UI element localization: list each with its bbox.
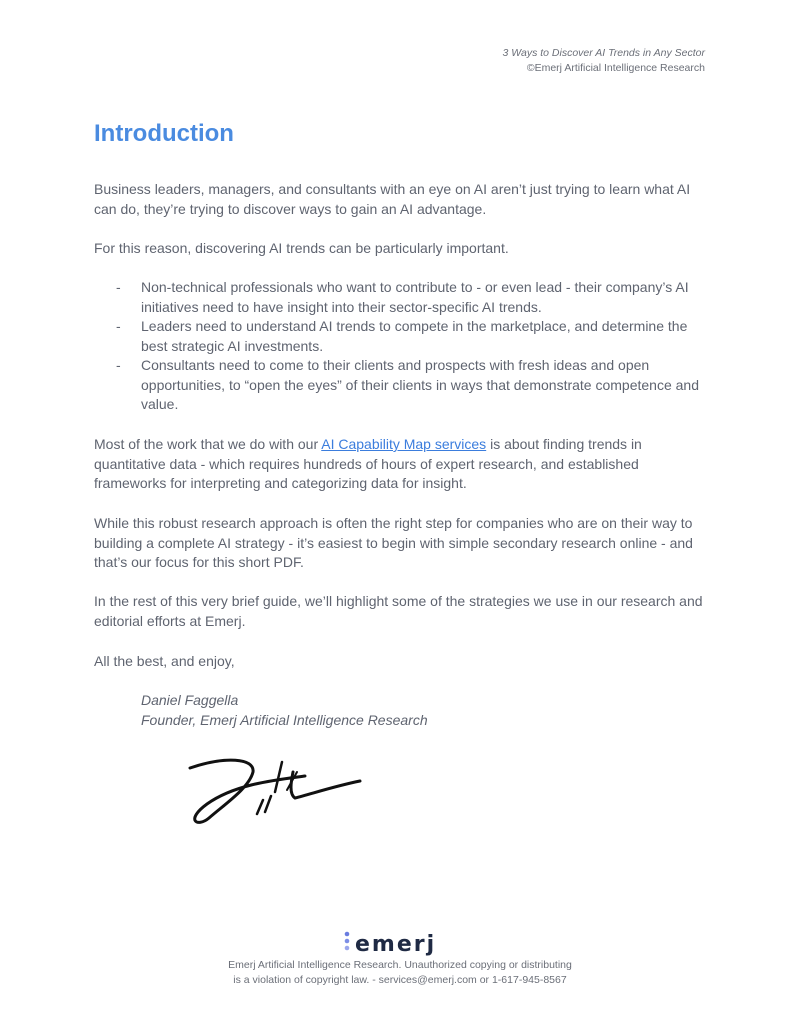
section-heading: Introduction (94, 120, 234, 147)
list-bullet: - (116, 318, 121, 334)
page-footer (0, 958, 800, 988)
reason-paragraph: For this reason, discovering AI trends can be particularly important. (94, 240, 509, 256)
signoff-role: Founder, Emerj Artificial Intelligence Research (141, 712, 428, 728)
list-item (94, 317, 708, 356)
ai-capability-map-link[interactable]: AI Capability Map services (321, 436, 487, 452)
list-bullet: - (116, 279, 121, 295)
logo-dot-icon (345, 946, 350, 951)
footer-line-2: is a violation of copyright law. - services@emerj.com or 1-617-945-8567 (233, 974, 567, 986)
handwritten-signature (185, 748, 370, 828)
closing-line: All the best, and enjoy, (94, 653, 235, 669)
research-text-after: is about finding trends in quantitative data - which requires hundreds of hours of expert research, and established frameworks for interpreting and categorizing data for insight. (94, 436, 642, 491)
signoff-name: Daniel Faggella (141, 692, 239, 708)
guide-paragraph: In the rest of this very brief guide, we’ll highlight some of the strategies we use in our research and editorial efforts at Emerj. (94, 593, 703, 629)
list-item (94, 278, 708, 317)
emerj-logo (342, 930, 460, 956)
list-item-text: Non-technical professionals who want to contribute to - or even lead - their company’s AI initiatives need to have insight into their sector-specific AI trends. (141, 279, 689, 315)
list-item-text: Leaders need to understand AI trends to compete in the marketplace, and determine the best strategic AI investments. (141, 318, 688, 354)
logo-dot-icon (345, 939, 350, 944)
header-doc-title: 3 Ways to Discover AI Trends in Any Sector (502, 47, 705, 59)
signoff-block (141, 690, 428, 730)
page-header (503, 46, 706, 76)
logo-text: emerj (355, 932, 437, 956)
reasons-list (94, 278, 708, 415)
intro-paragraph: Business leaders, managers, and consultants with an eye on AI aren’t just trying to learn what AI can do, they’re trying to discover ways to gain an AI advantage. (94, 181, 691, 217)
list-item-text: Consultants need to come to their clients and prospects with fresh ideas and open opportunities, to “open the eyes” of their clients in ways that demonstrate competence and value. (141, 357, 699, 412)
strategy-paragraph: While this robust research approach is often the right step for companies who are on their way to building a complete AI strategy - it’s easiest to begin with simple secondary research online - and that’s our focus for this short PDF. (94, 515, 693, 570)
list-item (94, 356, 708, 415)
header-copyright: ©Emerj Artificial Intelligence Research (526, 62, 705, 74)
logo-dot-icon (345, 932, 350, 937)
research-paragraph (94, 435, 708, 494)
list-bullet: - (116, 357, 121, 373)
research-text-before: Most of the work that we do with our (94, 436, 322, 452)
footer-line-1: Emerj Artificial Intelligence Research. Unauthorized copying or distributing (228, 959, 572, 971)
